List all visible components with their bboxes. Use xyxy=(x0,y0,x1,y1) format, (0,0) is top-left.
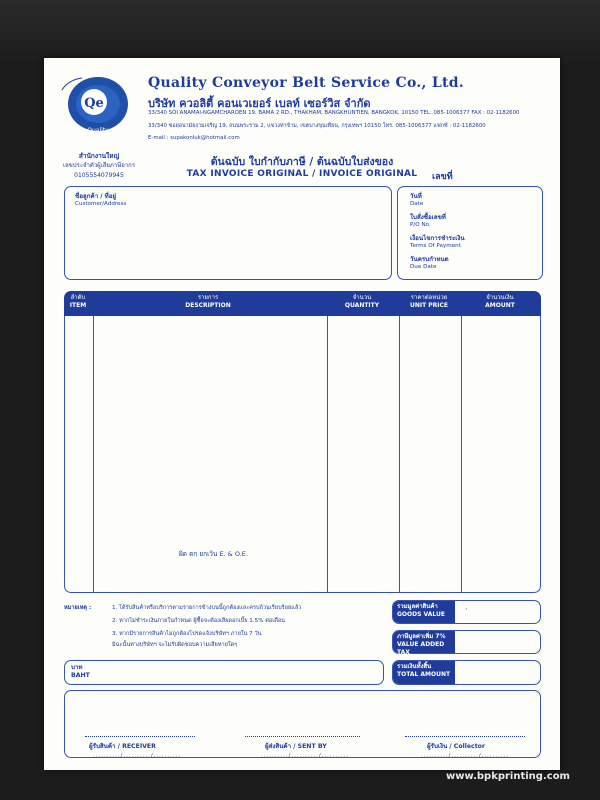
title-en: TAX INVOICE ORIGINAL / INVOICE ORIGINAL xyxy=(186,169,418,179)
company-address-en: 33/340 SOI ANAMAI-NGAMCHAROEN 19, BAMA 2 RD., THAKHAM, BANGKHUNTIEN, BANGKOK, 10150 TEL: 085-1006377 FAX : 02-1182600 xyxy=(148,110,520,116)
info-payment-terms: เงื่อนไขการชำระเงิน Terms Of Payment xyxy=(410,235,465,249)
svg-text:Qe: Qe xyxy=(84,96,104,111)
tax-id-value: 0105554079945 xyxy=(74,172,124,179)
signature-box[interactable] xyxy=(64,690,541,758)
customer-label-en: Customer/Address xyxy=(75,201,127,207)
goods-value-th: รวมมูลค่าสินค้า xyxy=(397,603,438,610)
table-divider xyxy=(93,316,94,592)
col-description: รายการ DESCRIPTION xyxy=(185,294,231,309)
tax-id-label: เลขประจำตัวผู้เสียภาษีอากร xyxy=(62,162,136,169)
receiver-signature-line[interactable] xyxy=(85,736,195,738)
customer-label-th: ชื่อลูกค้า / ที่อยู่ xyxy=(75,193,117,200)
col-quantity: จำนวน QUANTITY xyxy=(344,294,380,309)
eoe-note: ผิด ตก ยกเว้น E. & O.E. xyxy=(179,550,248,558)
notes-heading: หมายเหตุ : xyxy=(64,605,92,611)
document-number-label: เลขที่ xyxy=(432,172,453,182)
note-item: มิฉะนั้นทางบริษัทฯ จะไม่รับผิดชอบความเสียหายใดๆ xyxy=(112,642,238,648)
invoice-paper xyxy=(44,58,560,770)
company-logo-icon xyxy=(58,72,130,138)
note-item: 1. ได้รับสินค้าหรือบริการตามรายการข้างบนนี้ถูกต้องและครบถ้วนเรียบร้อยแล้ว xyxy=(112,605,302,611)
total-amount-en: TOTAL AMOUNT xyxy=(397,671,451,678)
company-name-en: Quality Conveyor Belt Service Co., Ltd. xyxy=(148,75,465,91)
note-item: 2. หากไม่ชำระเงินภายในกำหนด ผู้ซื้อจะต้องเสียดอกเบี้ย 1.5% ต่อเดือน xyxy=(112,618,286,624)
invoice-info-box[interactable] xyxy=(397,186,543,280)
items-table-body[interactable] xyxy=(64,316,541,593)
baht-label-th: บาท xyxy=(71,664,83,671)
vat-th: ภาษีมูลค่าเพิ่ม 7% xyxy=(397,633,446,640)
col-item: ลำดับ ITEM xyxy=(69,294,87,309)
table-divider xyxy=(399,316,400,592)
collector-signature-line[interactable] xyxy=(405,736,525,738)
table-divider xyxy=(327,316,328,592)
total-amount-box[interactable] xyxy=(392,660,541,685)
baht-label-en: BAHT xyxy=(71,672,90,679)
vat-box[interactable] xyxy=(392,630,541,654)
customer-box[interactable] xyxy=(64,186,392,280)
info-po-number: ใบสั่งซื้อเลขที่ P/O No. xyxy=(410,214,446,228)
collector-date: ........../........../.......... xyxy=(421,753,510,759)
company-name-th: บริษัท ควอลิตี้ คอนเวเยอร์ เบลท์ เซอร์วิส จำกัด xyxy=(148,97,371,110)
col-unit-price: ราคาต่อหน่วย UNIT PRICE xyxy=(409,294,449,309)
company-email: E-mail : supakonluk@hotmail.com xyxy=(148,135,240,141)
vat-en: VALUE ADDED TAX xyxy=(397,641,445,656)
col-amount: จำนวนเงิน AMOUNT xyxy=(485,294,515,309)
sent-by-label: ผู้ส่งสินค้า / SENT BY xyxy=(265,743,327,750)
logo-text: Quality xyxy=(87,127,109,134)
receiver-label: ผู้รับสินค้า / RECEIVER xyxy=(89,743,156,750)
goods-value-en: GOODS VALUE xyxy=(397,611,445,618)
collector-label: ผู้รับเงิน / Collector xyxy=(427,743,485,750)
note-item: 3. หากมีรายการสินค้าไม่ถูกต้องโปรดแจ้งบริษัทฯ ภายใน 7 วัน xyxy=(112,631,262,637)
sender-date: ........../........../.......... xyxy=(261,753,350,759)
receiver-date: ........../........../.......... xyxy=(93,753,182,759)
info-date: วันที่ Date xyxy=(410,193,424,207)
table-divider xyxy=(461,316,462,592)
goods-value-box[interactable]: รวมมูลค่าสินค้า GOODS VALUE · xyxy=(392,600,541,624)
baht-text-box[interactable] xyxy=(64,660,384,685)
watermark: www.bpkprinting.com xyxy=(446,771,570,782)
items-table-header xyxy=(64,291,541,316)
company-address-th: 33/340 ซอยอนามัยงามเจริญ 19, ถนนพระราม 2, แขวงท่าข้าม, เขตบางขุนเทียน, กรุงเทพฯ 10150 โทร. 085-1006377 แฟกซ์ : 02-1182600 xyxy=(148,123,486,129)
head-office-label: สำนักงานใหญ่ xyxy=(78,152,120,160)
info-due-date: วันครบกำหนด Due Date xyxy=(410,256,449,270)
total-amount-th: รวมเงินทั้งสิ้น xyxy=(397,663,432,670)
title-th: ต้นฉบับ ใบกำกับภาษี / ต้นฉบับใบส่งของ xyxy=(210,156,394,168)
sender-signature-line[interactable] xyxy=(245,736,360,738)
